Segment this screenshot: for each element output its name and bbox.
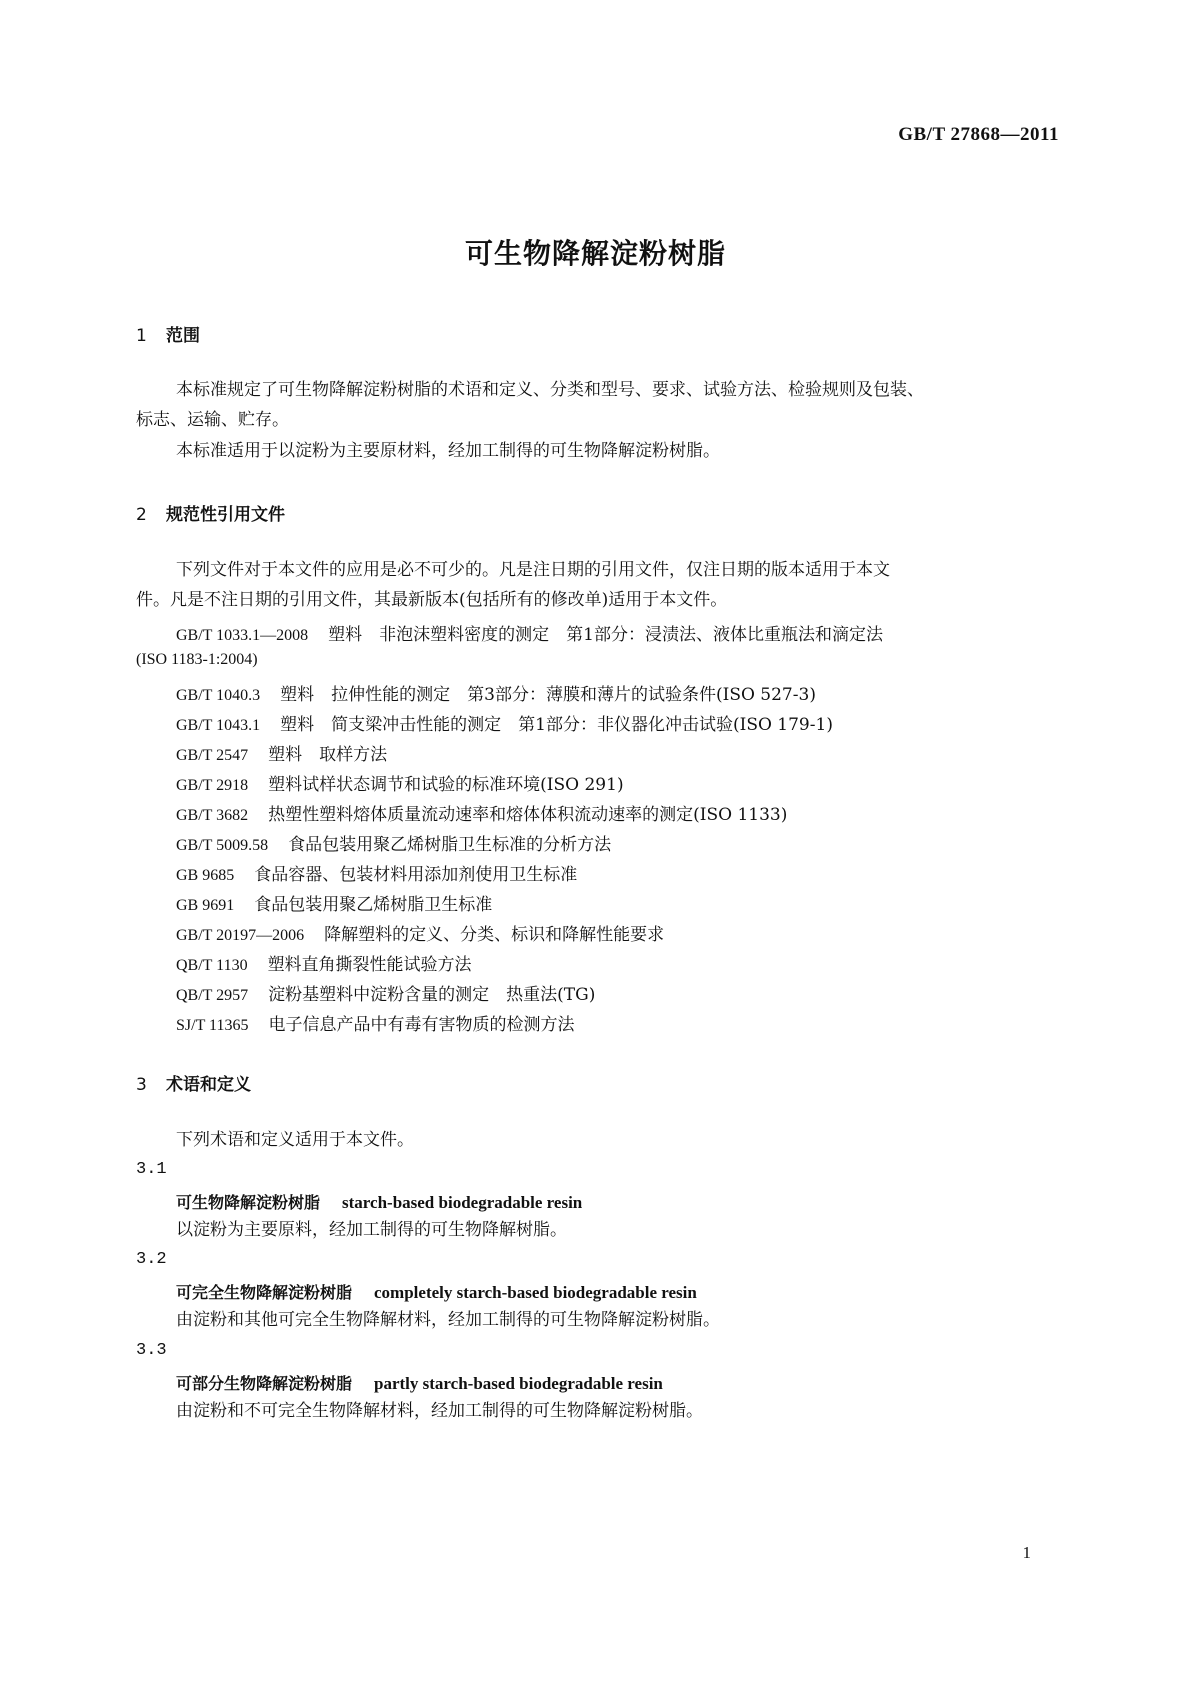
section-heading-terms — [136, 1070, 251, 1095]
reference-title: 塑料直角撕裂性能试验方法 — [267, 955, 472, 975]
reference-title: 塑料 简支梁冲击性能的测定 第1部分：非仪器化冲击试验(ISO 179-1) — [280, 715, 833, 735]
reference-item — [176, 740, 387, 765]
reference-title: 食品包装用聚乙烯树脂卫生标准 — [254, 895, 493, 915]
reference-title: 塑料试样状态调节和试验的标准环境(ISO 291) — [268, 775, 624, 795]
section-heading-scope — [136, 321, 200, 346]
reference-code: SJ/T 11365 — [176, 1017, 249, 1034]
reference-item — [176, 980, 595, 1005]
reference-title: 食品包装用聚乙烯树脂卫生标准的分析方法 — [288, 835, 612, 855]
page-number: 1 — [1022, 1543, 1031, 1562]
reference-code: GB/T 1040.3 — [176, 687, 261, 704]
reference-title: 塑料 非泡沫塑料密度的测定 第1部分：浸渍法、液体比重瓶法和滴定法 — [328, 625, 883, 645]
term-en: partly starch-based biodegradable resin — [374, 1374, 663, 1393]
reference-item — [176, 920, 664, 945]
reference-title: 热塑性塑料熔体质量流动速率和熔体体积流动速率的测定(ISO 1133) — [268, 805, 788, 825]
scope-para1-line2: 标志、运输、贮存。 — [136, 410, 289, 430]
reference-code: GB/T 2547 — [176, 747, 249, 764]
reference-code: QB/T 2957 — [176, 987, 249, 1004]
section-title: 范围 — [166, 326, 200, 346]
reference-code: GB/T 1043.1 — [176, 717, 261, 734]
term-entry — [176, 1280, 697, 1303]
reference-item — [176, 800, 787, 825]
term-definition: 由淀粉和其他可完全生物降解材料，经加工制得的可生物降解淀粉树脂。 — [176, 1310, 720, 1330]
reference-title: 食品容器、包装材料用添加剂使用卫生标准 — [254, 865, 578, 885]
section-title: 规范性引用文件 — [166, 505, 285, 525]
term-entry — [176, 1190, 582, 1213]
term-zh: 可部分生物降解淀粉树脂 — [176, 1374, 353, 1393]
reference-title: 淀粉基塑料中淀粉含量的测定 热重法(TG) — [268, 985, 596, 1005]
term-en: completely starch-based biodegradable resin — [374, 1283, 697, 1302]
reference-code: GB/T 2918 — [176, 777, 249, 794]
clause-number: 3.3 — [136, 1341, 167, 1360]
terms-intro: 下列术语和定义适用于本文件。 — [176, 1130, 414, 1150]
reference-item — [176, 770, 624, 795]
normative-intro-line2: 件。凡是不注日期的引用文件，其最新版本(包括所有的修改单)适用于本文件。 — [136, 590, 728, 610]
scope-para1-line1: 本标准规定了可生物降解淀粉树脂的术语和定义、分类和型号、要求、试验方法、检验规则及包装、 — [176, 380, 924, 400]
reference-item — [176, 710, 833, 735]
reference-code: GB/T 3682 — [176, 807, 249, 824]
reference-code: QB/T 1130 — [176, 957, 248, 974]
reference-continuation: (ISO 1183-1:2004) — [136, 651, 258, 668]
section-number: 1 — [136, 326, 147, 346]
reference-item — [176, 950, 472, 975]
term-definition: 以淀粉为主要原料，经加工制得的可生物降解树脂。 — [176, 1220, 567, 1240]
standard-number: GB/T 27868—2011 — [898, 124, 1059, 145]
reference-item — [176, 890, 492, 915]
term-entry — [176, 1371, 663, 1394]
reference-item — [176, 1010, 574, 1035]
reference-item — [176, 830, 611, 855]
reference-code: GB 9691 — [176, 897, 235, 914]
reference-title: 电子信息产品中有毒有害物质的检测方法 — [268, 1015, 575, 1035]
clause-number: 3.2 — [136, 1250, 167, 1269]
section-title: 术语和定义 — [166, 1075, 251, 1095]
section-heading-normative — [136, 500, 285, 525]
reference-item — [176, 620, 883, 645]
clause-number: 3.1 — [136, 1160, 167, 1179]
document-title: 可生物降解淀粉树脂 — [464, 237, 726, 270]
section-number: 2 — [136, 505, 147, 525]
term-zh: 可生物降解淀粉树脂 — [176, 1193, 321, 1212]
reference-item — [176, 860, 577, 885]
reference-title: 降解塑料的定义、分类、标识和降解性能要求 — [324, 925, 665, 945]
reference-code: GB/T 1033.1—2008 — [176, 627, 309, 644]
scope-para2: 本标准适用于以淀粉为主要原材料，经加工制得的可生物降解淀粉树脂。 — [176, 441, 720, 461]
reference-code: GB/T 20197—2006 — [176, 927, 305, 944]
term-zh: 可完全生物降解淀粉树脂 — [176, 1283, 353, 1302]
reference-code: GB 9685 — [176, 867, 235, 884]
term-definition: 由淀粉和不可完全生物降解材料，经加工制得的可生物降解淀粉树脂。 — [176, 1401, 703, 1421]
normative-intro-line1: 下列文件对于本文件的应用是必不可少的。凡是注日期的引用文件，仅注日期的版本适用于本文 — [176, 560, 890, 580]
reference-code: GB/T 5009.58 — [176, 837, 269, 854]
term-en: starch-based biodegradable resin — [342, 1193, 583, 1212]
section-number: 3 — [136, 1075, 147, 1095]
reference-title: 塑料 取样方法 — [268, 745, 388, 765]
reference-item — [176, 680, 816, 705]
reference-title: 塑料 拉伸性能的测定 第3部分：薄膜和薄片的试验条件(ISO 527-3) — [280, 685, 816, 705]
